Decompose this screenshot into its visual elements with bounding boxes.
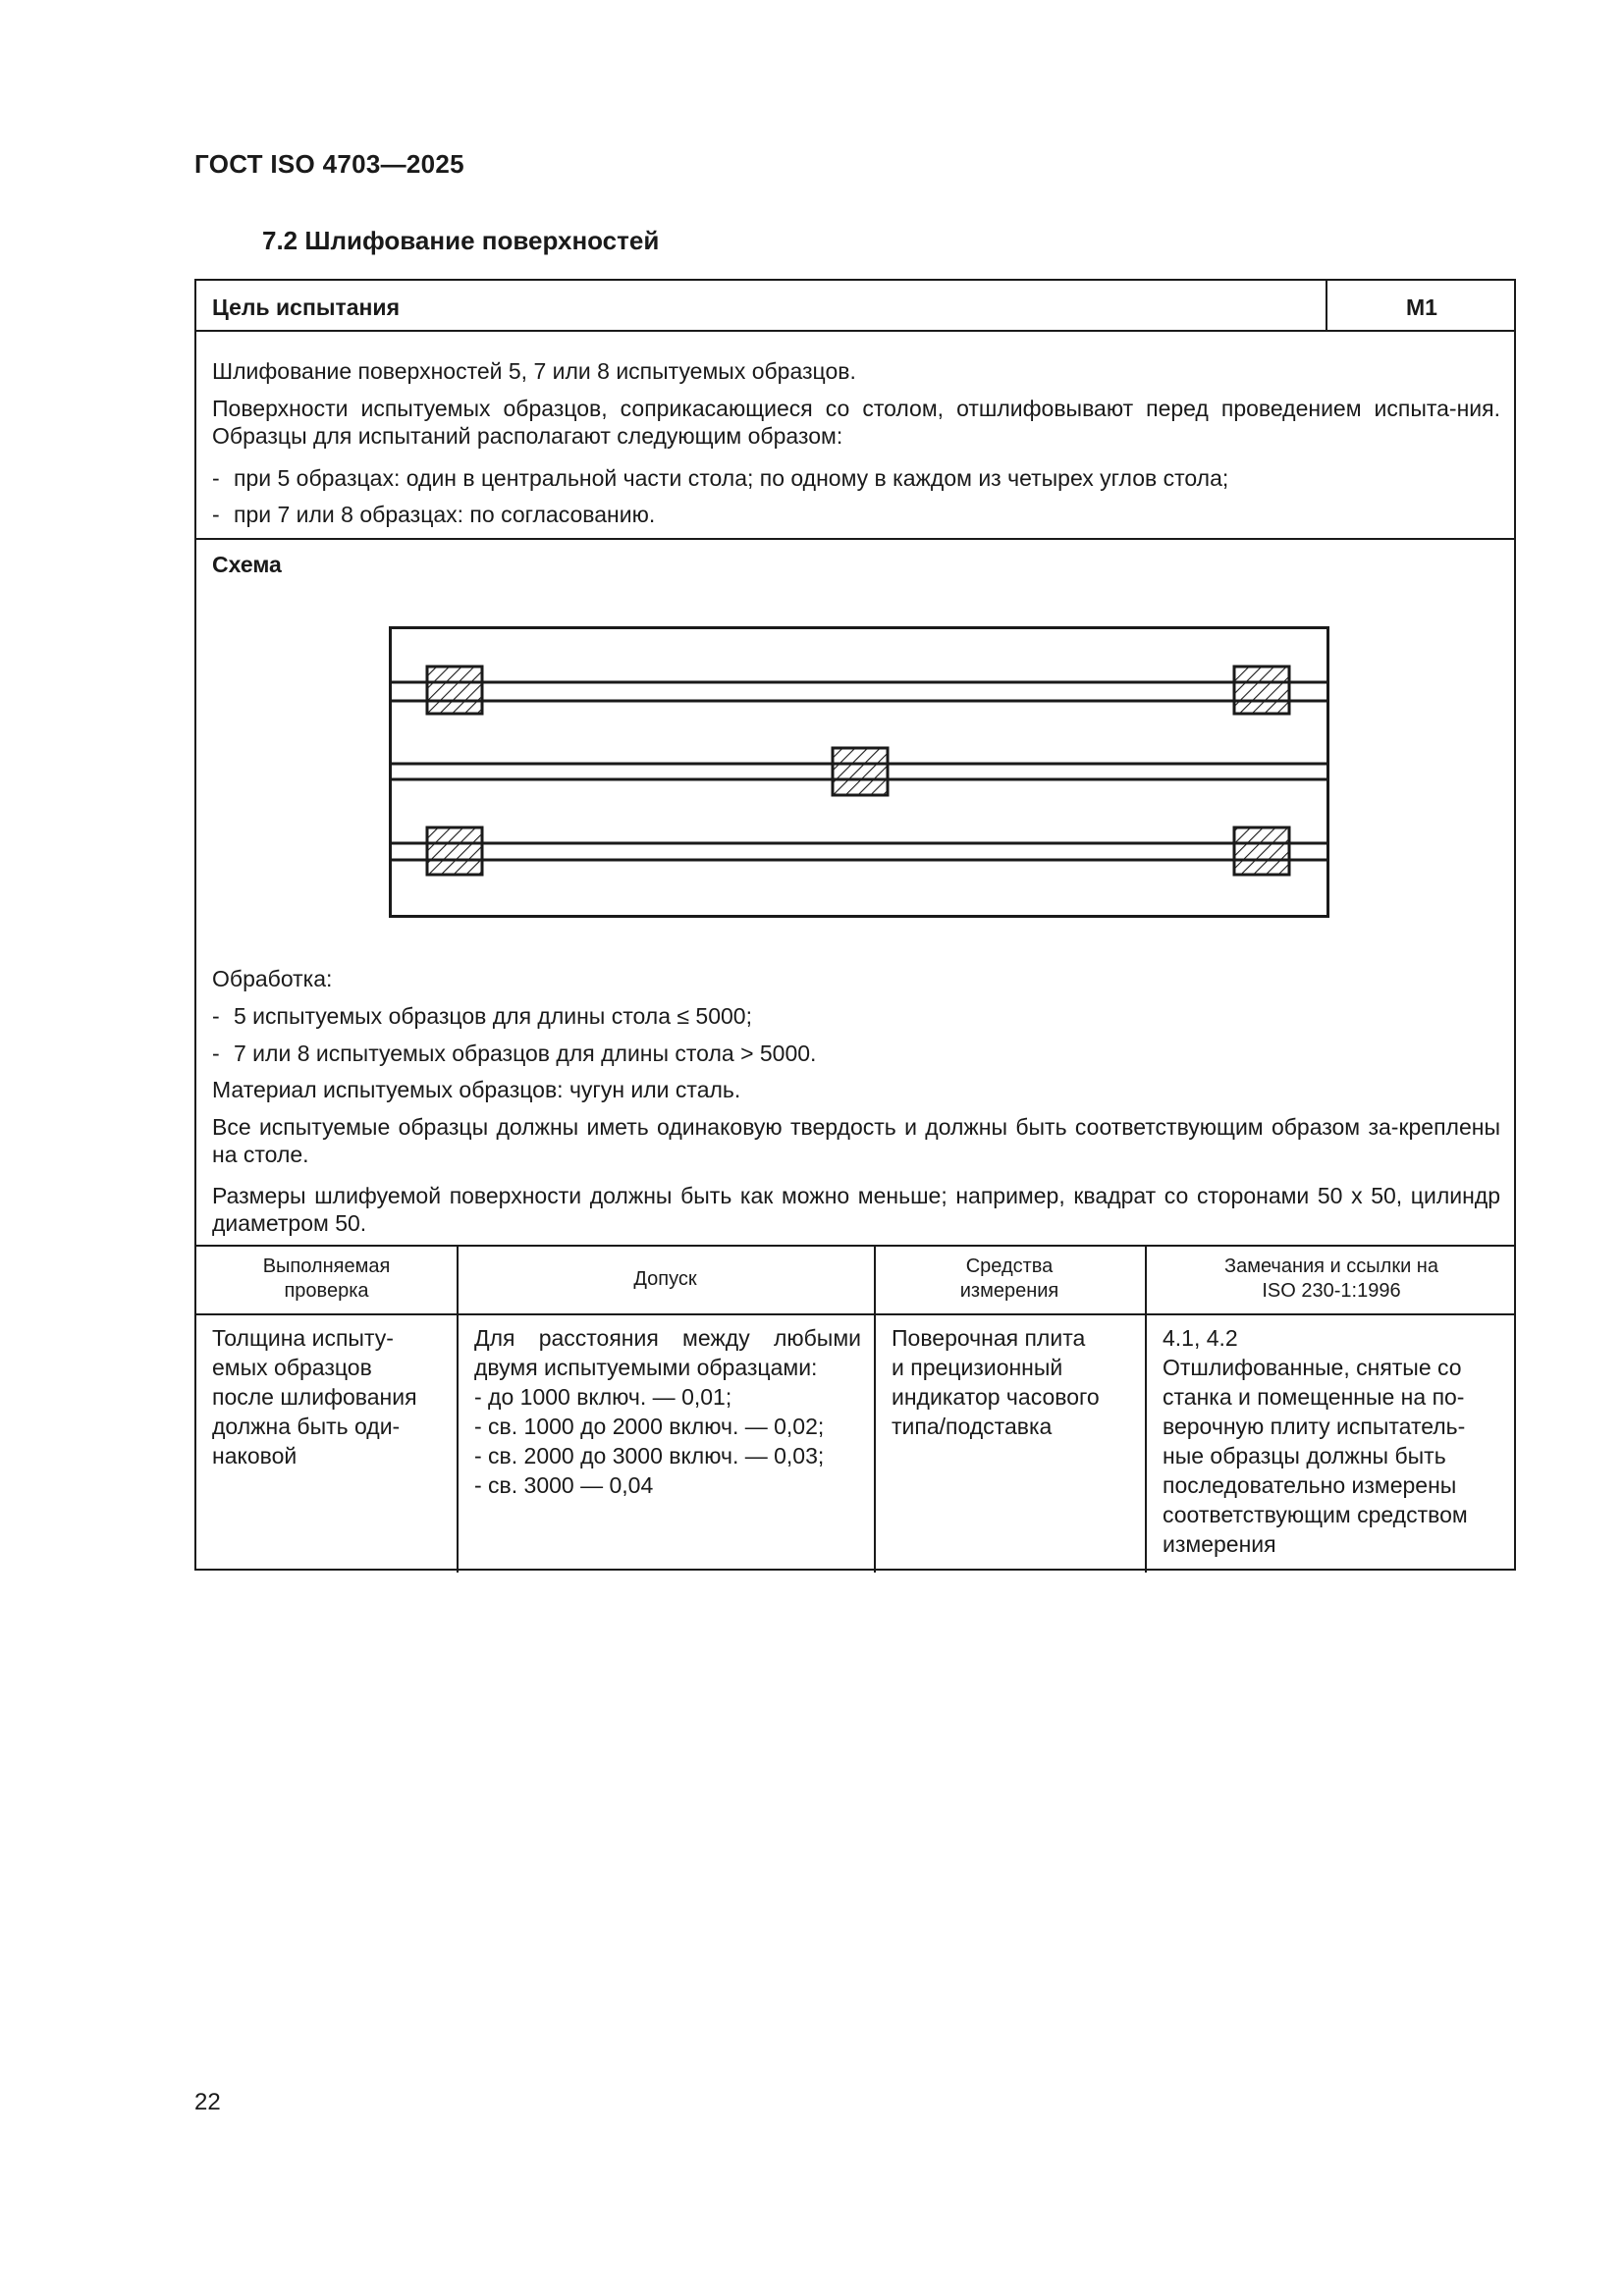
cell-line: ные образцы должны быть [1163,1443,1446,1468]
objective-bullet-text: при 5 образцах: один в центральной части стола; по одному в каждом из четырех углов стола; [234,465,1229,491]
hardness-note: Все испытуемые образцы должны иметь одинаковую твердость и должны быть соответствующим образом за-креплены на столе. [212,1114,1500,1167]
cell-line: измерения [1163,1531,1276,1557]
processing-label: Обработка: [212,966,333,991]
header-check-line: проверка [284,1280,369,1302]
header-instruments-line: измерения [959,1280,1059,1302]
objective-text-1: Шлифование поверхностей 5, 7 или 8 испытуемых образцов. [212,358,856,384]
header-notes-line: Замечания и ссылки на [1224,1255,1438,1277]
header-tolerance: Допуск [633,1267,697,1290]
material-note: Материал испытуемых образцов: чугун или сталь. [212,1077,741,1102]
cell-line: двумя испытуемыми образцами: [474,1355,818,1380]
cell-line: - св. 3000 — 0,04 [474,1472,654,1498]
processing-bullet: - 5 испытуемых образцов для длины стола ≤ 5000; [212,1003,752,1029]
header-divider [196,1313,1514,1315]
cell-line: - до 1000 включ. — 0,01; [474,1384,732,1410]
header-instruments [874,1245,1145,1313]
cell-line: наковой [212,1443,298,1468]
page-number: 22 [194,2089,221,2115]
processing-bullet-text: 7 или 8 испытуемых образцов для длины стола > 5000. [234,1041,817,1066]
cell-line: станка и помещенные на по- [1163,1384,1465,1410]
header-check-line: Выполняемая [262,1255,391,1277]
cell-line: после шлифования [212,1384,417,1410]
header-instruments-line: Средства [965,1255,1054,1277]
cell-line: Отшлифованные, снятые со [1163,1355,1462,1380]
cell-line: Поверочная плита [892,1325,1086,1351]
divider-scheme [196,538,1514,540]
test-specimen [427,828,482,875]
cell-line: Толщина испыту- [212,1325,394,1351]
test-specimen [1234,828,1289,875]
divider-objective [196,330,1514,332]
objective-label: Цель испытания [212,294,400,320]
cell-line: и прецизионный [892,1355,1063,1380]
test-specimen [833,748,888,795]
cell-line: индикатор часового [892,1384,1100,1410]
test-code: M1 [1406,294,1437,320]
test-specimen [427,667,482,714]
cell-instruments [892,1323,1137,1441]
objective-text-2: Поверхности испытуемых образцов, соприкасающиеся со столом, отшлифовывают перед проведением испыта-ния. Образцы для испытаний располагают следующим образом: [212,396,1500,449]
cell-line: типа/подставка [892,1414,1053,1439]
cell-line: верочную плиту испытатель- [1163,1414,1466,1439]
cell-line: - св. 2000 до 3000 включ. — 0,03; [474,1443,825,1468]
cell-line: Для расстояния между любыми [474,1325,861,1351]
cell-line: должна быть оди- [212,1414,401,1439]
cell-line: 4.1, 4.2 [1163,1325,1238,1351]
cell-line: - св. 1000 до 2000 включ. — 0,02; [474,1414,825,1439]
document-header: ГОСТ ISO 4703—2025 [194,149,464,179]
test-specimen [1234,667,1289,714]
objective-bullet-text: при 7 или 8 образцах: по согласованию. [234,502,656,527]
cell-check [212,1323,448,1470]
processing-bullet: - 7 или 8 испытуемых образцов для длины стола > 5000. [212,1041,817,1066]
objective-bullet: - при 5 образцах: один в центральной части стола; по одному в каждом из четырех углов стола; [212,465,1229,491]
cell-line: последовательно измерены [1163,1472,1457,1498]
cell-notes [1163,1323,1506,1559]
objective-bullet: - при 7 или 8 образцах: по согласованию. [212,502,656,527]
test-table [194,279,1516,1571]
checks-table [196,1245,1514,1573]
processing-bullet-text: 5 испытуемых образцов для длины стола ≤ 5000; [234,1003,752,1029]
size-note: Размеры шлифуемой поверхности должны быть как можно меньше; например, квадрат со сторонами 50 х 50, цилиндр диаметром 50. [212,1183,1500,1236]
cell-line: емых образцов [212,1355,372,1380]
header-notes [1145,1245,1518,1313]
cell-tolerance [474,1323,861,1500]
section-title: 7.2 Шлифование поверхностей [262,226,660,255]
scheme-diagram [389,626,1331,921]
header-check [196,1245,457,1313]
cell-line: соответствующим средством [1163,1502,1468,1527]
header-notes-line: ISO 230-1:1996 [1262,1280,1401,1302]
scheme-label: Схема [212,552,282,577]
